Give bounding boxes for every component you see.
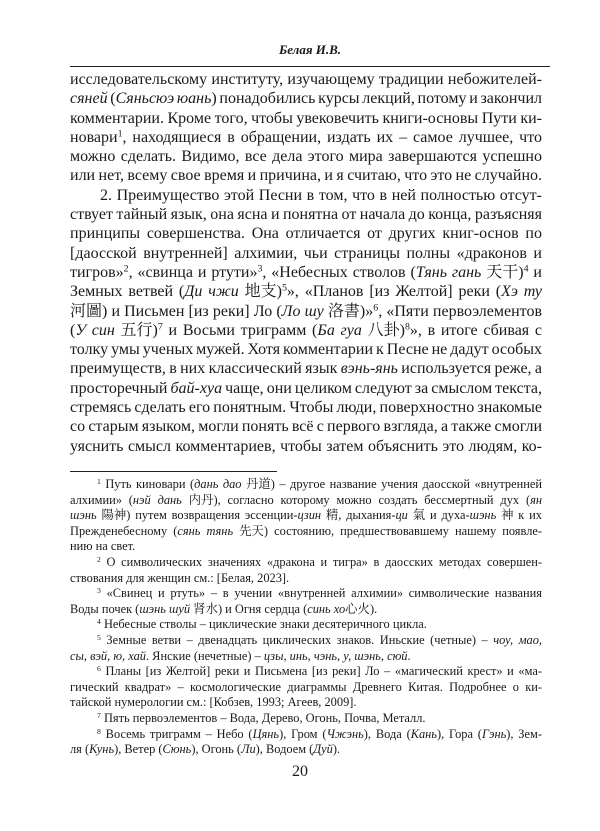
text-run: Небесные стволы – циклические знаки десятеричного цикла. [100,617,427,632]
text-run: Земные ветви – двенадцать циклических знаков. Иньские (четные) – [100,632,494,647]
text-run: 河圖) и Письмен [из реки] Ло ( [70,302,282,320]
line-text [97,555,542,571]
footnote-ref: 5 [281,282,287,294]
header-rule [70,66,550,67]
italic-term: Ба гуа [317,321,362,339]
text-run: , «Небесных стволов ( [262,263,416,281]
footnote-ref: 2 [123,263,129,275]
body-line [70,379,542,398]
footnote-line [70,695,542,711]
text-run: ). [332,742,341,757]
line-text [70,571,289,587]
line-text [97,727,542,743]
text-run: 心火). [345,601,378,616]
text-run: 肾水) и Огня сердца ( [190,601,308,616]
text-run: 先天) состоянию, предшествовавшему нашему появле- [233,523,542,538]
text-run: ), Гора ( [436,726,482,741]
footnote-ref: 7 [157,321,163,333]
text-run: преимуществ, в них классический язык [70,360,341,378]
italic-term: Ло шу [281,302,324,320]
text-run: исследовательскому институту, изучающему традиции небожителей- [70,71,542,88]
footnote-ref: 1 [117,128,123,140]
italic-term: Ли [241,742,256,757]
text-run: новари [70,128,118,146]
body-line [70,109,542,128]
line-text [97,664,542,680]
line-text [70,244,542,263]
footnote-line [70,711,542,727]
line-text [70,437,542,456]
text-run: Воды почек ( [70,601,140,616]
footnote-ref: 6 [373,302,379,314]
text-run: », в итоге сбивая с [409,321,542,339]
footnote-line [70,508,542,524]
italic-term: Цянь [252,726,280,741]
footnote-separator [70,471,277,472]
footnote-ref: 4 [523,263,529,275]
line-text [70,398,542,417]
italic-term: У син [75,321,115,339]
text-run: Путь киновари ( [100,477,195,491]
text-run: ля ( [70,742,90,757]
text-run: Восемь триграмм – Небо ( [100,726,253,741]
footnote-ref: 3 [257,263,263,275]
text-run: ствует тайный язык, она ясна и понятна от начала до конца, разъясняя [70,206,543,224]
text-run: стремясь сделать его понятным. Чтобы люди, поверхностно знакомые [70,399,542,417]
footnote-ref: 3 [97,585,101,595]
footnote-line [70,664,542,680]
line-text [70,359,542,378]
footnote-line [70,493,542,509]
text-run: «Свинец и ртуть» – в учении «внутренней алхимии» символические названия [100,586,542,601]
text-run: 神 к их [496,508,542,523]
italic-term: сянь тянь [177,523,234,538]
footnote-line [70,633,542,649]
line-text [70,70,542,89]
text-run: 天干) [481,263,524,281]
text-run: 八卦) [361,321,405,339]
text-run: со старым языком, могли понять всё с первого взгляда, а также смогли [70,418,543,436]
footnote-line [70,680,542,696]
text-run: ствования для женщин см.: [Белая, 2023]. [70,570,290,585]
italic-term: Ди чжи [184,283,239,301]
body-line [70,186,542,205]
italic-term: бай-хуа [170,379,223,397]
text-run: ), Ветер ( [114,742,163,757]
text-run: Пять первоэлементов – Вода, Дерево, Огонь, Почва, Металл. [100,710,426,725]
italic-term: Хэ ту [501,283,542,301]
body-line [70,244,542,263]
text-run: 氣 и духа- [407,508,470,523]
text-run: 洛書)» [323,302,374,320]
text-run: ( [107,90,116,108]
italic-term: дань дао [194,477,242,491]
line-text [97,711,426,727]
footnote-line [70,539,542,555]
italic-term: Тянь гань [415,263,482,281]
text-run: и [528,263,542,281]
text-run: [даосской внутренней] алхимии, чьи страницы полны «драконов и [70,244,542,262]
italic-term: Чжэнь [326,726,364,741]
footnote-ref: 8 [97,726,101,736]
running-header-author: Белая И.В. [278,42,342,57]
text-run: 地支) [238,283,282,301]
body-line [70,417,542,436]
italic-term: Сюнь [162,742,192,757]
text-run: используется реже, а [397,360,543,378]
italic-term: шэнь шуй [139,601,191,616]
line-text [70,602,377,618]
body-line [70,282,542,301]
italic-term: сяней [70,90,108,108]
text-run: . [407,648,411,663]
line-text [70,302,542,321]
footnote-ref: 8 [404,321,410,333]
line-text [70,109,542,128]
body-line [70,321,542,340]
line-text [70,524,542,540]
italic-term: шэнь [70,508,97,523]
text-run: чаще, они целиком следуют за смыслом текста, [222,379,542,397]
text-run: ), Огонь ( [191,742,242,757]
body-line [70,128,542,147]
text-run: принципы совершенства. Она отличается от других книг-основ по [70,225,542,243]
line-text [70,166,542,185]
footnote-line [70,617,542,633]
text-run: нию на свет. [70,539,136,554]
line-text [70,379,542,398]
body-line [70,263,542,282]
text-run: ), Вода ( [363,726,411,741]
page-number: 20 [292,763,308,780]
footnote-ref: 4 [97,617,101,627]
italic-term: цзин [297,508,322,523]
line-text [70,695,357,711]
text-run: , находящиеся в обращении, издать их – самое лучшее, что [122,128,542,146]
text-run: гический квадрат» – космологические диаграммы Древнего Китая. Подробнее о ки- [70,679,542,694]
line-text [100,186,542,205]
text-run: 内丹), согласно которому можно создать бессмертный дух ( [181,492,531,507]
footnote-line [70,524,542,540]
text-run: . Янские (нечетные) – [145,648,264,663]
text-run: или нет, всему свое время и причина, и я считаю, что это не случайно. [70,167,543,185]
body-line [70,340,542,359]
text-run: Прежденебесному ( [70,523,178,538]
footnote-line [70,727,542,743]
text-run: О символических значениях «дракона и тигра» в даосских методах совершен- [100,554,542,569]
footnote-line [70,477,542,493]
text-run: ) понадобились курсы лекций, потому и закончил [211,90,542,108]
text-run: 2. Преимущество этой Песни в том, что в ней полностью отсут- [100,186,542,204]
italic-term: ци [395,508,408,523]
text-run: уяснить смысл комментариев, чтобы затем объяснить это людям, ко- [70,437,542,455]
italic-term: Кунь [89,742,115,757]
text-run: 精, дыхания- [321,508,396,523]
text-run: Планы [из Желтой] реки и Письмена [из реки] Ло – «магический крест» и «ма- [100,664,542,679]
footnote-ref: 7 [97,710,101,720]
line-text [97,586,542,602]
line-text [70,89,542,108]
footnote-line [70,586,542,602]
footnote-line [70,555,542,571]
line-text [70,147,542,166]
text-run: комментарии. Кроме того, чтобы увековечить книги-основы Пути ки- [70,109,542,127]
line-text [70,263,542,282]
line-text [70,340,542,359]
line-text [70,321,542,340]
italic-term: Гэнь [481,726,507,741]
footnote-ref: 6 [97,663,101,673]
body-line [70,89,542,108]
footnote-line [70,602,542,618]
text-run: , «Пяти первоэлементов [378,302,542,320]
line-text [97,633,542,649]
main-text [70,70,542,456]
italic-term: ян [530,492,542,507]
text-run: 丹道) – другое название учения даосской «внутренней [241,477,542,491]
line-text [70,680,542,696]
footnote-ref: 1 [97,476,101,486]
body-line [70,166,542,185]
line-text [97,477,542,493]
line-text [70,539,135,555]
text-run: ( [70,321,76,339]
body-line [70,70,542,89]
italic-term: Кань [410,726,437,741]
footnote-line [70,571,542,587]
text-run: 五行) [114,321,158,339]
body-line [70,224,542,243]
line-text [70,282,542,301]
text-run: тайской нумерологии см.: [Кобзев, 1993; Агеев, 2009]. [70,695,357,710]
italic-term: Сяньсюэ юань [115,90,212,108]
text-run: можно сделать. Видимо, все дела этого мира завершаются успешно [70,148,542,166]
line-text [70,128,542,147]
line-text [70,417,542,436]
body-line [70,205,542,224]
italic-term: сы, вэй, ю, хай [70,648,146,663]
text-run: просторечный [70,379,171,397]
text-run: 陽神) путем возвращения эссенции- [96,508,298,523]
body-line [70,359,542,378]
italic-term: вэнь-янь [340,360,398,378]
line-text [70,742,340,758]
text-run: », «Планов [из Желтой] реки ( [286,283,502,301]
body-line [70,437,542,456]
body-line [70,302,542,321]
body-line [70,147,542,166]
text-run: Земных ветвей ( [70,283,185,301]
body-line [70,398,542,417]
text-run: ), Зем- [506,726,542,741]
footnote-line [70,649,542,665]
text-run: тигров» [70,263,124,281]
line-text [70,649,411,665]
line-text [97,617,427,633]
text-run: и Восьми триграмм ( [162,321,318,339]
italic-term: чоу, мао, [493,632,542,647]
footnotes [70,477,542,758]
line-text [70,493,542,509]
text-run: алхимии» ( [70,492,133,507]
footnote-line [70,742,542,758]
italic-term: Дуй [313,742,333,757]
text-run: ), Гром ( [279,726,327,741]
text-run: , «свинца и ртути» [128,263,258,281]
italic-term: синь хо [307,601,346,616]
italic-term: цзы, инь, чэнь, у, шэнь, сюй [263,648,408,663]
line-text [70,224,542,243]
footnote-ref: 5 [97,632,101,642]
footnote-ref: 2 [97,554,101,564]
line-text [70,205,542,224]
italic-term: нэй дань [132,492,182,507]
line-text [70,508,542,524]
italic-term: шэнь [469,508,497,523]
text-run: ), Водоем ( [255,742,314,757]
text-run: толку умы ученых мужей. Хотя комментарии к Песне не дадут особых [70,341,542,359]
